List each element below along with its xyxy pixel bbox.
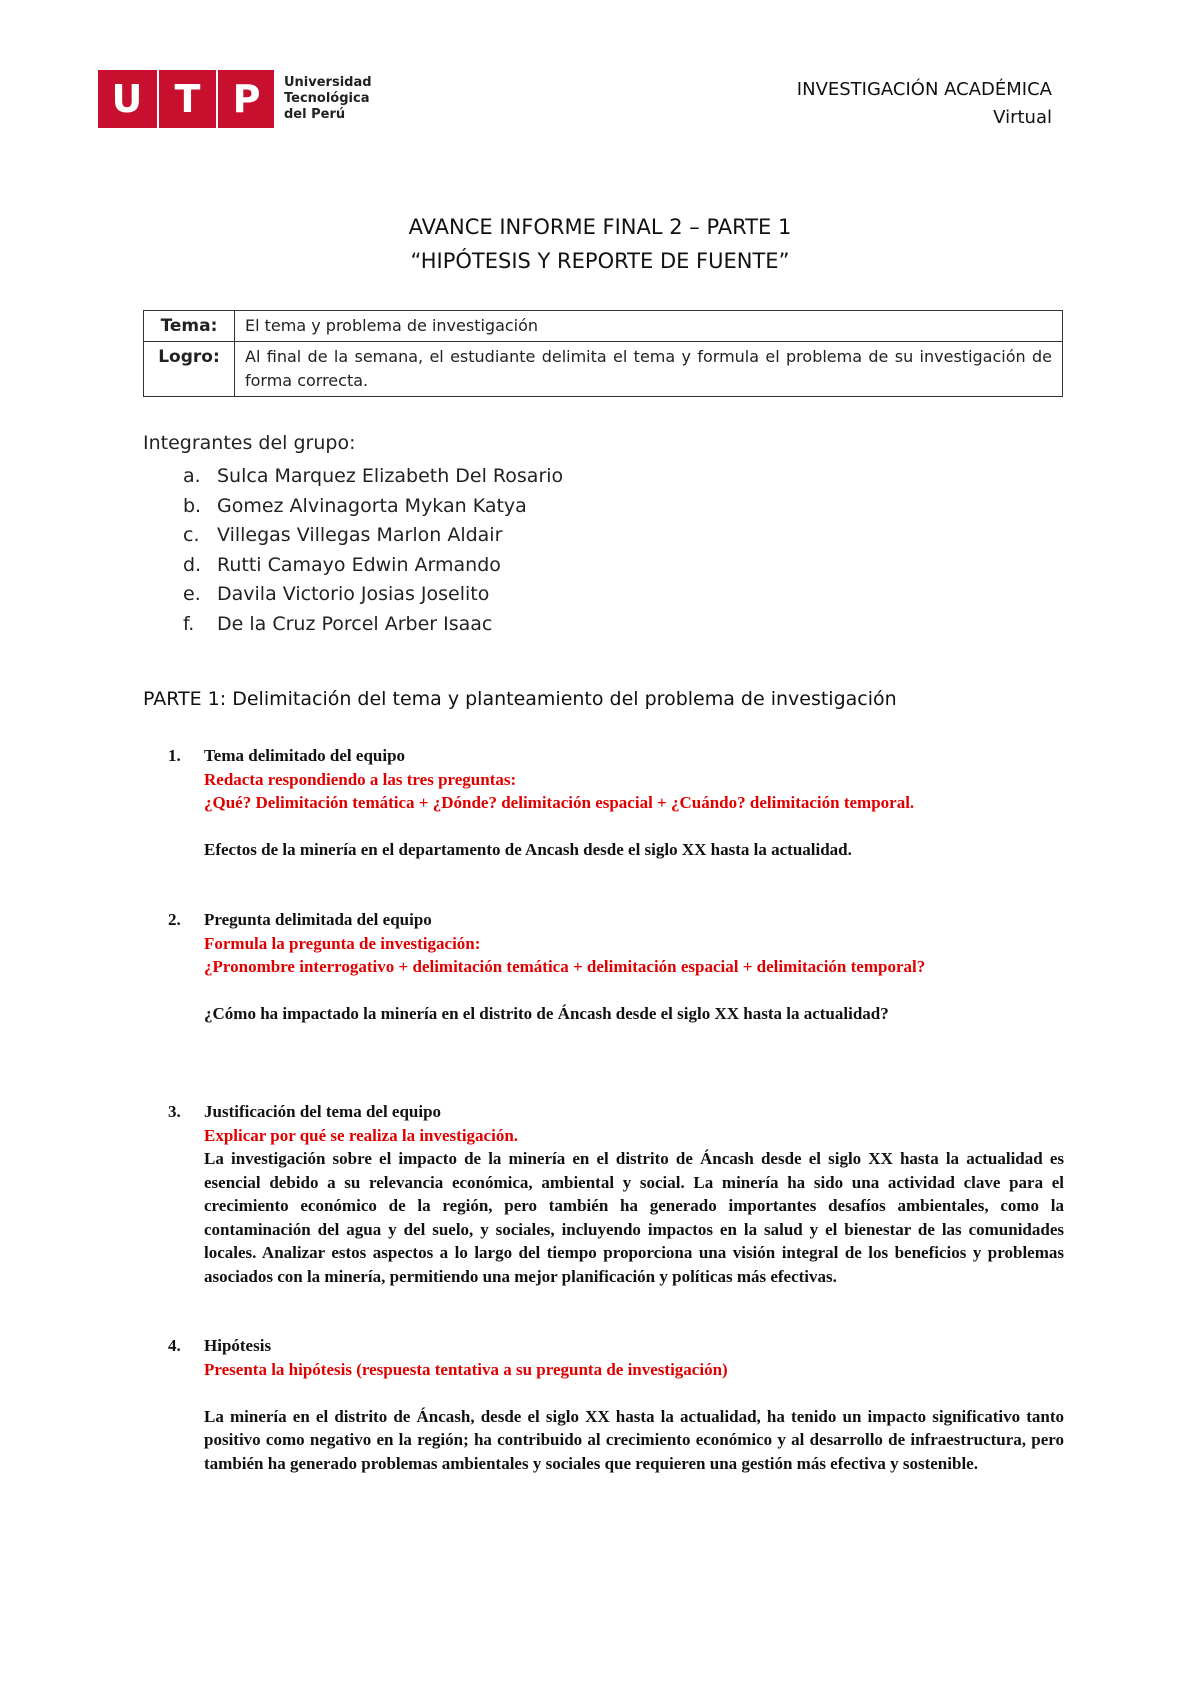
list-marker: a. — [183, 465, 201, 487]
section-answer: Efectos de la minería en el departamento de Ancash desde el siglo XX hasta la actualidad. — [204, 840, 852, 859]
table-value: Al final de la semana, el estudiante delimita el tema y formula el problema de su investigación de forma correcta. — [235, 342, 1063, 397]
document-title — [0, 210, 1200, 278]
title-line-1: AVANCE INFORME FINAL 2 – PARTE 1 — [408, 215, 792, 239]
course-header — [797, 76, 1052, 132]
list-item — [183, 610, 563, 640]
section-title: Hipótesis — [204, 1336, 272, 1355]
list-marker: c. — [183, 524, 200, 547]
section-question — [168, 908, 1064, 1026]
logo-letter-t: T — [174, 77, 201, 121]
section-answer: ¿Cómo ha impactado la minería en el distrito de Áncash desde el siglo XX hasta la actualidad? — [204, 1004, 889, 1023]
section-number: 1. — [168, 746, 181, 765]
members-label: Integrantes del grupo: — [143, 432, 356, 454]
list-item — [183, 580, 563, 610]
members-list — [183, 462, 563, 640]
university-name — [284, 75, 372, 123]
member-name: Villegas Villegas Marlon Aldair — [217, 524, 503, 547]
section-instruction: ¿Pronombre interrogativo + delimitación temática + delimitación espacial + delimitación temporal? — [204, 957, 926, 976]
section-number: 4. — [168, 1336, 181, 1355]
section-instruction: Explicar por qué se realiza la investigación. — [204, 1125, 519, 1145]
section-answer: La minería en el distrito de Áncash, desde el siglo XX hasta la actualidad, ha tenido un impacto significativo tanto positivo como negativo en la región; ha contribuido al crecimiento económico y al desarrollo de infraestructura, pero también ha generado problemas ambientales y sociales que requieren una gestión más efectiva y sostenible. — [204, 1406, 1064, 1473]
member-name: Rutti Camayo Edwin Armando — [217, 553, 501, 576]
part-heading: PARTE 1: Delimitación del tema y planteamiento del problema de investigación — [143, 688, 897, 710]
table-value: El tema y problema de investigación — [235, 311, 1063, 342]
section-instruction: ¿Qué? Delimitación temática + ¿Dónde? delimitación espacial + ¿Cuándo? delimitación temporal. — [204, 793, 915, 812]
course-title: INVESTIGACIÓN ACADÉMICA — [796, 79, 1052, 100]
section-instruction: Redacta respondiendo a las tres preguntas: — [204, 769, 517, 789]
list-marker: f. — [183, 612, 195, 635]
section-hypothesis — [168, 1334, 1064, 1475]
section-instruction: Presenta la hipótesis (respuesta tentativa a su pregunta de investigación) — [204, 1359, 728, 1379]
university-line: Universidad — [284, 75, 372, 90]
table-key: Logro: — [144, 342, 235, 397]
list-item — [183, 492, 563, 522]
logo-mark — [98, 70, 274, 128]
table-row — [144, 311, 1063, 342]
section-title: Justificación del tema del equipo — [204, 1102, 442, 1121]
list-marker: b. — [183, 494, 202, 517]
section-answer: La investigación sobre el impacto de la minería en el distrito de Áncash desde el siglo XX hasta la actualidad es esencial debido a su relevancia económica, ambiental y social. La minería ha sido una actividad clave para el crecimiento económico de la región, pero también ha generado importantes desafíos ambientales, como la contaminación del agua y del suelo, y sociales, incluyendo impactos en la salud y el bienestar de las comunidades locales. Analizar estos aspectos a lo largo del tiempo proporciona una visión integral de los beneficios y problemas asociados con la minería, permitiendo una mejor planificación y políticas más efectivas. — [204, 1149, 1064, 1286]
member-name: Gomez Alvinagorta Mykan Katya — [217, 494, 527, 517]
utp-logo — [98, 70, 372, 128]
list-marker: d. — [183, 553, 202, 576]
table-row — [144, 342, 1063, 397]
logo-letter-u: U — [111, 77, 143, 121]
list-marker: e. — [183, 583, 201, 606]
logo-divider — [157, 70, 159, 128]
title-line-2: “HIPÓTESIS Y REPORTE DE FUENTE” — [410, 249, 790, 273]
member-name: Sulca Marquez Elizabeth Del Rosario — [217, 465, 564, 487]
section-number: 3. — [168, 1102, 181, 1121]
university-line: del Perú — [284, 107, 346, 122]
course-modality: Virtual — [993, 107, 1052, 128]
section-title: Pregunta delimitada del equipo — [204, 910, 432, 929]
university-line: Tecnológica — [284, 91, 370, 106]
section-instruction: Formula la pregunta de investigación: — [204, 933, 481, 953]
section-title: Tema delimitado del equipo — [204, 746, 406, 765]
list-item — [183, 521, 563, 551]
list-item — [183, 551, 563, 581]
member-name: Davila Victorio Josias Joselito — [217, 583, 490, 606]
section-topic — [168, 744, 1064, 862]
logo-letter-p: P — [232, 77, 261, 121]
section-number: 2. — [168, 910, 181, 929]
topic-table — [143, 310, 1063, 397]
table-key: Tema: — [144, 311, 235, 342]
logo-divider — [216, 70, 218, 128]
member-name: De la Cruz Porcel Arber Isaac — [217, 612, 493, 635]
list-item — [183, 462, 563, 492]
section-justification — [168, 1100, 1064, 1288]
